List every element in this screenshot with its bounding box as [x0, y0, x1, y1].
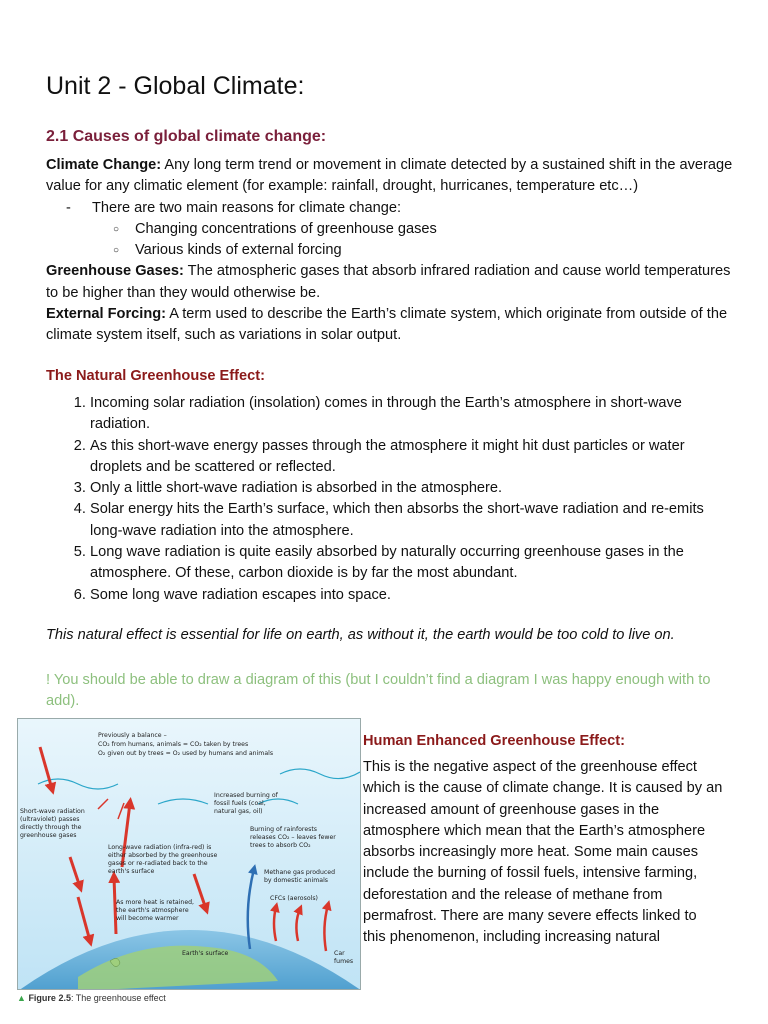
label-heat-3: will become warmer — [116, 915, 179, 922]
page-title: Unit 2 - Global Climate: — [46, 72, 305, 100]
natural-effect-steps — [46, 393, 740, 606]
label-longwave-2: either absorbed by the greenhouse — [108, 852, 218, 859]
list-item: 4. Solar energy hits the Earth’s surface, which then absorbs the short-wave radiation and re-emits long-wave radiation into the atmosphere. — [90, 499, 740, 542]
label-rainforest-3: trees to absorb CO₂ — [250, 842, 311, 849]
label-shortwave-3: directly through the — [20, 824, 82, 831]
label-rainforest-1: Burning of rainforests — [250, 826, 318, 833]
label-heat-1: As more heat is retained, — [116, 899, 195, 906]
label-car-1: Car — [334, 950, 345, 957]
reason-item: ○ Changing concentrations of greenhouse gases — [46, 219, 736, 240]
enhanced-effect-text: This is the negative aspect of the greenhouse effect which is the cause of climate change. It is caused by an increased amount of greenhouse gases in the atmosphere which mean that the Earth’s atmosphere absorbs increasingly more heat. Some main causes include the burning of fossil fuels, intensive farming, deforestation and the release of methane from permafrost. There are many severe effects linked to this phenomenon, including increasing natural — [363, 759, 723, 946]
diagram-note: ! You should be able to draw a diagram of this (but I couldn’t find a diagram I was happy enough with to add). — [46, 672, 711, 710]
list-item: 1. Incoming solar radiation (insolation) comes in through the Earth’s atmosphere in short-wave radiation. — [90, 393, 740, 436]
label-balance-1: Previously a balance – — [98, 732, 167, 739]
list-item: 3. Only a little short-wave radiation is absorbed in the atmosphere. — [90, 478, 740, 499]
climate-change-definition: Climate Change: Any long term trend or movement in climate detected by a sustained shift in the average value for any climatic element (for example: rainfall, drought, hurricanes, temperature etc…) — [46, 157, 733, 195]
enhanced-effect-heading: Human Enhanced Greenhouse Effect: — [363, 733, 625, 749]
label-longwave-3: gases or re-radiated back to the — [108, 860, 208, 867]
external-forcing-definition: External Forcing: A term used to describe the Earth’s climate system, which originate from outside of the climate system itself, such as variations in solar output. — [46, 306, 728, 344]
list-item: 5. Long wave radiation is quite easily absorbed by naturally occurring greenhouse gases in the atmosphere. Of these, carbon dioxide is by far the most abundant. — [90, 542, 740, 585]
reason-item: ○ Various kinds of external forcing — [46, 240, 736, 261]
label-heat-2: the earth's atmosphere — [116, 907, 189, 914]
summary-text: This natural effect is essential for life on earth, as without it, the earth would be too cold to live on. — [46, 627, 675, 643]
label-cfcs: CFCs (aerosols) — [270, 895, 318, 902]
greenhouse-gases-definition: Greenhouse Gases: The atmospheric gases that absorb infrared radiation and cause world temperatures to be higher than they would otherwise be. — [46, 263, 731, 301]
label-fossil-1: Increased burning of — [214, 792, 278, 799]
label-rainforest-2: releases CO₂ – leaves fewer — [250, 834, 336, 841]
label-fossil-2: fossil fuels (coal, — [214, 800, 266, 807]
greenhouse-diagram — [18, 719, 361, 990]
definitions-block — [46, 155, 736, 347]
label-longwave-4: earth's surface — [108, 868, 155, 875]
natural-effect-heading: The Natural Greenhouse Effect: — [46, 368, 265, 384]
label-surface: Earth's surface — [182, 950, 229, 957]
section-heading: 2.1 Causes of global climate change: — [46, 128, 327, 145]
label-shortwave-4: greenhouse gases — [20, 832, 77, 839]
label-methane-1: Methane gas produced — [264, 869, 335, 876]
caption-triangle-icon: ▲ — [17, 993, 26, 1003]
label-car-2: fumes — [334, 958, 354, 965]
label-longwave-1: Long-wave radiation (infra-red) is — [108, 844, 212, 851]
figure-caption: ▲ Figure 2.5: The greenhouse effect — [17, 993, 166, 1003]
list-item: 2. As this short-wave energy passes through the atmosphere it might hit dust particles or water droplets and be scattered or reflected. — [90, 436, 740, 479]
label-shortwave-2: (ultraviolet) passes — [20, 816, 80, 823]
label-methane-2: by domestic animals — [264, 877, 329, 884]
label-balance-2: CO₂ from humans, animals = CO₂ taken by trees — [98, 741, 249, 748]
label-balance-3: O₂ given out by trees = O₂ used by humans and animals — [98, 750, 274, 757]
label-shortwave-1: Short-wave radiation — [20, 808, 85, 815]
greenhouse-figure — [17, 718, 361, 990]
label-fossil-3: natural gas, oil) — [214, 808, 263, 815]
list-item: 6. Some long wave radiation escapes into space. — [90, 585, 740, 606]
reasons-intro: - There are two main reasons for climate change: — [46, 198, 736, 219]
